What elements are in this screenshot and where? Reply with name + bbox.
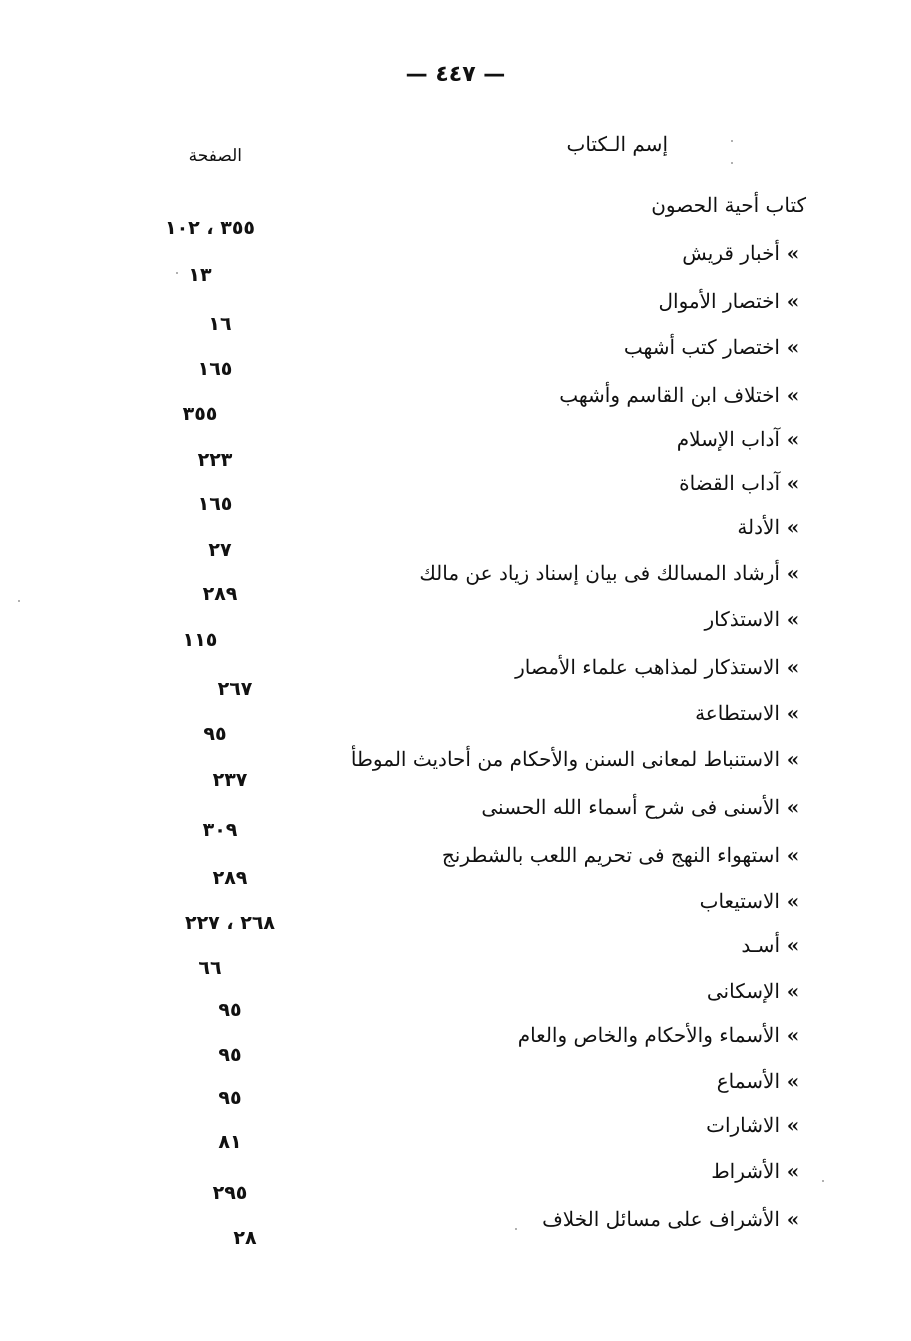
index-entry-page: ٢٩٥ [212, 1182, 248, 1204]
index-entry-page: ٩٥ [218, 1044, 242, 1066]
scan-speck [731, 162, 733, 164]
scan-speck [18, 600, 20, 602]
entry-title-text: الاستطاعة [695, 701, 780, 725]
index-entry-title [559, 382, 806, 408]
index-entry-title [700, 888, 806, 914]
index-entry-page: ٢٢٣ [197, 449, 233, 471]
index-entry-title [704, 606, 806, 632]
ditto-mark: » [786, 1113, 800, 1137]
entry-title-text: الأشراط [711, 1159, 780, 1183]
index-entry-page: ١٣ [188, 264, 212, 286]
entry-title-text: الاستذكار [704, 607, 780, 631]
index-entry-title [741, 932, 806, 958]
index-entry-page: ٢٨ [233, 1227, 257, 1249]
index-entry-title [658, 288, 806, 314]
index-entry-title [706, 1112, 806, 1138]
entry-title-text: آداب القضاة [679, 471, 780, 495]
index-entry-title [717, 1068, 806, 1094]
index-entry-title [677, 426, 806, 452]
ditto-mark: » [786, 933, 800, 957]
ditto-mark: » [786, 1023, 800, 1047]
ditto-mark: » [786, 843, 800, 867]
index-entry-title [515, 654, 806, 680]
index-entry-title [518, 1022, 806, 1048]
ditto-mark: » [786, 607, 800, 631]
index-entry-page: ٩٥ [218, 1087, 242, 1109]
ditto-mark: » [786, 655, 800, 679]
ditto-mark: » [786, 1159, 800, 1183]
ditto-mark: » [786, 889, 800, 913]
index-entry-page: ٢٨٩ [212, 867, 248, 889]
index-entry-page: ٢٦٨ ، ٢٢٧ [184, 912, 276, 934]
index-entry-page: ٦٦ [198, 957, 222, 979]
index-entry-title [651, 192, 806, 218]
entry-title-text: كتاب أحية الحصون [651, 193, 806, 217]
entry-title-text: الاستنباط لمعانى السنن والأحكام من أحاديث الموطأ [350, 747, 780, 771]
ditto-mark: » [786, 1207, 800, 1231]
entry-title-text: اختلاف ابن القاسم وأشهب [559, 383, 780, 407]
entry-title-text: آداب الإسلام [676, 427, 780, 451]
index-entry-title [682, 240, 806, 266]
index-entry-page: ١٦٥ [197, 493, 233, 515]
entry-title-text: أسـد [741, 933, 780, 957]
scan-speck [176, 272, 178, 274]
entry-title-text: الأسماع [716, 1069, 780, 1093]
index-entry-title [624, 334, 806, 360]
index-entry-title [711, 1158, 806, 1184]
index-entry-title [707, 978, 806, 1004]
ditto-mark: » [786, 471, 800, 495]
entry-title-text: أخبار قريش [682, 241, 780, 265]
entry-title-text: الاستذكار لمذاهب علماء الأمصار [515, 655, 780, 679]
index-entry-title [679, 470, 806, 496]
index-entry-page: ٢٨٩ [202, 583, 238, 605]
ditto-mark: » [786, 561, 800, 585]
index-entry-page: ٣٥٥ ، ١٠٢ [164, 217, 256, 239]
ditto-mark: » [786, 427, 800, 451]
index-entry-page: ١١٥ [182, 629, 218, 651]
page-number: — ٤٤٧ — [405, 62, 506, 87]
ditto-mark: » [786, 979, 800, 1003]
entry-title-text: الاشارات [706, 1113, 780, 1137]
entry-title-text: الأشراف على مسائل الخلاف [542, 1207, 780, 1231]
index-entry-page: ١٦ [208, 313, 232, 335]
index-entry-page: ٢٦٧ [217, 678, 253, 700]
entry-title-text: أرشاد المسالك فى بيان إسناد زياد عن مالك [419, 561, 780, 585]
entry-title-text: الاستيعاب [699, 889, 780, 913]
ditto-mark: » [786, 1069, 800, 1093]
index-entry-page: ٩٥ [218, 999, 242, 1021]
ditto-mark: » [786, 289, 800, 313]
entry-title-text: اختصار كتب أشهب [623, 335, 780, 359]
index-entry-title [737, 514, 806, 540]
scan-speck [515, 1228, 517, 1230]
entry-title-text: استهواء النهج فى تحريم اللعب بالشطرنج [441, 843, 780, 867]
index-entry-title [442, 842, 806, 868]
index-entry-page: ٢٧ [208, 539, 232, 561]
ditto-mark: » [786, 241, 800, 265]
ditto-mark: » [786, 335, 800, 359]
entry-title-text: الأسنى فى شرح أسماء الله الحسنى [481, 795, 780, 819]
scan-speck [822, 1180, 824, 1182]
index-entry-title [419, 560, 806, 586]
index-entry-page: ٩٥ [203, 723, 227, 745]
ditto-mark: » [786, 515, 800, 539]
column-header-book-name: إسم الـكتاب [566, 132, 668, 156]
index-entry-title [351, 746, 806, 772]
entry-title-text: اختصار الأموال [658, 289, 780, 313]
scan-speck [731, 140, 733, 142]
ditto-mark: » [786, 701, 800, 725]
index-entry-title [481, 794, 806, 820]
index-entry-page: ٢٣٧ [212, 769, 248, 791]
index-entry-page: ١٦٥ [197, 358, 233, 380]
entry-title-text: الأسماء والأحكام والخاص والعام [517, 1023, 780, 1047]
column-header-page: الصفحة [188, 146, 242, 166]
index-entry-page: ٣٥٥ [182, 403, 218, 425]
index-entry-page: ٨١ [218, 1131, 242, 1153]
index-entry-title [542, 1206, 806, 1232]
ditto-mark: » [786, 747, 800, 771]
entry-title-text: الإسكانى [706, 979, 780, 1003]
ditto-mark: » [786, 795, 800, 819]
ditto-mark: » [786, 383, 800, 407]
entry-title-text: الأدلة [737, 515, 780, 539]
index-entry-page: ٣٠٩ [202, 819, 238, 841]
index-entry-title [695, 700, 806, 726]
